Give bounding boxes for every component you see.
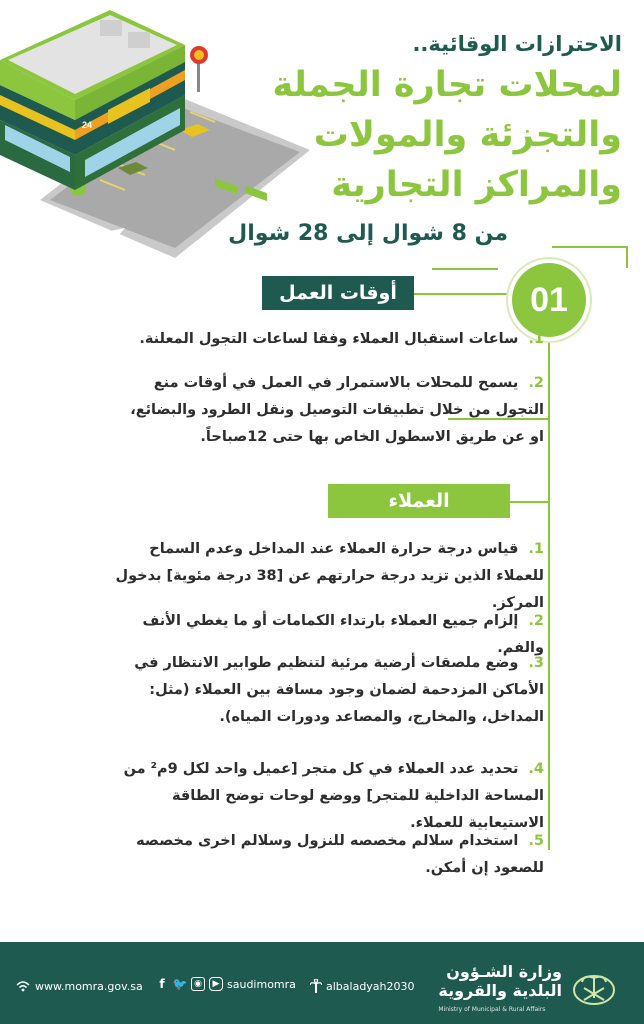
item-number: 4. — [528, 761, 544, 777]
header-title-line-3: والمراكز التجارية — [331, 165, 622, 205]
ministry-line-1: وزارة الشـؤون — [446, 962, 562, 981]
hashtag[interactable] — [310, 979, 415, 993]
ministry-line-2: البلدية والقروية — [438, 981, 562, 1000]
facebook-icon[interactable]: f — [159, 977, 165, 991]
item-text: يسمح للمحلات بالاستمرار في العمل في أوقات منع التجول من خلال تطبيقات التوصيل ونقل الطرود والبضائع، او عن طريق الاسطول الخاص بها حتى 12صباحاً. — [130, 375, 544, 445]
customer-item-1 — [104, 536, 544, 617]
palm-icon — [310, 979, 322, 993]
header-title-line-2: والتجزئة والمولات — [313, 115, 622, 155]
header-title-line-1: لمحلات تجارة الجملة — [272, 65, 622, 105]
hashtag-text: albaladyah2030 — [326, 979, 415, 993]
ministry-emblem-icon — [570, 968, 618, 1008]
ministry-english: Ministry of Municipal & Rural Affairs — [438, 1006, 546, 1013]
header — [222, 30, 622, 208]
item-number: 2. — [528, 375, 544, 391]
divider-top — [552, 246, 628, 248]
youtube-icon[interactable]: ▶ — [209, 977, 223, 991]
item-text: قياس درجة حرارة العملاء عند المداخل وعدم السماح للعملاء الذين تزيد درجة حرارتهم عن [38 درجة مئوية] بدخول المركز. — [115, 541, 544, 611]
divider-cust-right — [510, 501, 548, 503]
store-sign-number: 24 — [82, 120, 93, 130]
social-links — [155, 977, 296, 991]
divider-vertical-top — [626, 246, 628, 268]
social-handle[interactable]: saudimomra — [227, 977, 296, 991]
divider-mid — [432, 268, 498, 270]
customer-item-3 — [104, 650, 544, 731]
section-title-customers: العملاء — [328, 484, 510, 518]
item-number: 1. — [528, 541, 544, 557]
work-item-1 — [124, 326, 544, 353]
customer-item-5 — [104, 828, 544, 882]
divider-work-right — [414, 293, 512, 295]
work-item-2 — [114, 370, 544, 451]
item-text: وضع ملصقات أرضية مرئية لتنظيم طوابير الانتظار في الأماكن المزدحمة لضمان وجود مسافة بين العملاء (مثل: المداخل، والمخارج، والمصاعد ودورات المياه). — [134, 655, 544, 725]
item-text: ساعات استقبال العملاء وفقا لساعات التجول المعلنة. — [139, 331, 519, 347]
section-title-work-hours: أوقات العمل — [262, 276, 414, 310]
item-number: 1. — [528, 331, 544, 347]
footer — [0, 942, 644, 1024]
ministry-name — [438, 962, 562, 1019]
item-number: 2. — [528, 613, 544, 629]
twitter-icon[interactable]: 🐦 — [172, 977, 188, 991]
instagram-icon[interactable]: ◉ — [191, 977, 205, 991]
section-number-badge: 01 — [512, 263, 586, 337]
divider-vertical-main — [548, 338, 550, 850]
item-number: 3. — [528, 655, 544, 671]
website-text: www.momra.gov.sa — [35, 979, 143, 993]
customer-item-4 — [104, 756, 544, 837]
date-range: من 8 شوال إلى 28 شوال — [228, 221, 508, 246]
header-kicker: الاحترازات الوقائية.. — [412, 32, 622, 56]
item-number: 5. — [528, 833, 544, 849]
item-text: تحديد عدد العملاء في كل متجر [عميل واحد لكل 9م² من المساحة الداخلية للمتجر] ووضع لوحات توضح الطاقة الاستيعابية للعملاء. — [123, 761, 544, 831]
item-text: استخدام سلالم مخصصه للنزول وسلالم اخرى مخصصه للصعود إن أمكن. — [136, 833, 544, 876]
website-link[interactable] — [16, 979, 143, 993]
item-text: إلزام جميع العملاء بارتداء الكمامات أو ما يغطي الأنف والفم. — [142, 613, 544, 656]
wifi-icon — [16, 979, 30, 993]
